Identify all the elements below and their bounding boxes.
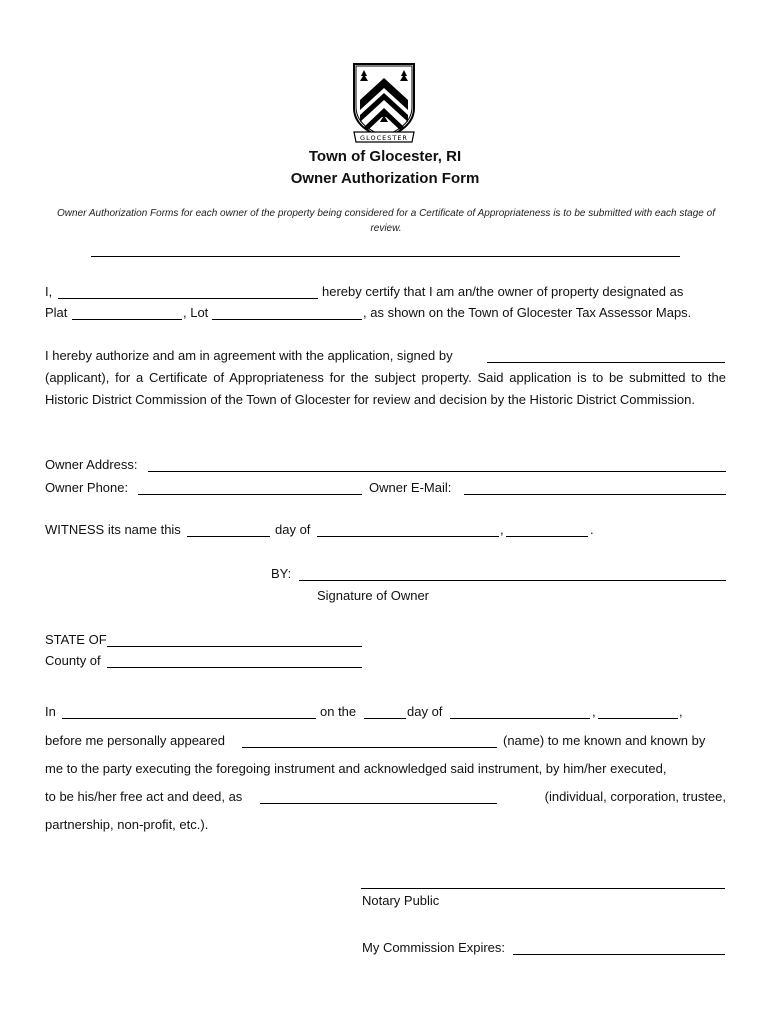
- before-me-label: before me personally appeared: [45, 733, 225, 748]
- in-label: In: [45, 704, 56, 719]
- owner-address-field[interactable]: [148, 471, 726, 472]
- owner-name-field[interactable]: [58, 298, 318, 299]
- by-label: BY:: [271, 566, 292, 581]
- form-note: Owner Authorization Forms for each owner of the property being considered for a Certificate of Appropriateness is to be submitted with each stage of review.: [57, 208, 715, 234]
- plat-field[interactable]: [72, 319, 182, 320]
- commission-expires-field[interactable]: [513, 954, 725, 955]
- plat-label: Plat: [45, 305, 68, 320]
- appeared-name-field[interactable]: [242, 747, 497, 748]
- witness-period: .: [590, 522, 594, 537]
- applicant-signed-by-field[interactable]: [487, 362, 725, 363]
- tax-maps-text: , as shown on the Town of Glocester Tax Assessor Maps.: [363, 305, 692, 320]
- notary-month-field[interactable]: [450, 718, 590, 719]
- commission-expires-label: My Commission Expires:: [362, 940, 506, 955]
- name-known-text: (name) to me known and known by: [503, 733, 706, 748]
- witness-day-of: day of: [275, 522, 311, 537]
- lot-field[interactable]: [212, 319, 362, 320]
- witness-year-field[interactable]: [506, 536, 588, 537]
- owner-email-field[interactable]: [464, 494, 726, 495]
- free-act-text: to be his/her free act and deed, as: [45, 789, 243, 804]
- authorize-paragraph: (applicant), for a Certificate of Appropriateness for the subject property. Said application is to be submitted to the Historic District Commission of the Town of Glocester for review and decision by the Historic District Commission.: [45, 370, 726, 407]
- on-the-label: on the: [320, 704, 357, 719]
- witness-label: WITNESS its name this: [45, 522, 181, 537]
- notary-day-field[interactable]: [364, 718, 406, 719]
- crest-banner-text: GLOCESTER: [360, 134, 408, 142]
- notary-comma-2: ,: [679, 704, 683, 719]
- state-of-label: STATE OF: [45, 632, 107, 647]
- form-title: Owner Authorization Form: [290, 170, 480, 187]
- owner-address-label: Owner Address:: [45, 457, 138, 472]
- lot-label: , Lot: [183, 305, 209, 320]
- town-crest-logo: [350, 60, 418, 144]
- form-title-town: Town of Glocester, RI: [308, 148, 462, 165]
- acknowledged-text: me to the party executing the foregoing instrument and acknowledged said instrument, by him/her executed,: [45, 761, 667, 776]
- i-label: I,: [45, 284, 53, 299]
- state-field[interactable]: [107, 646, 362, 647]
- in-place-field[interactable]: [62, 718, 316, 719]
- authorize-text: I hereby authorize and am in agreement with the application, signed by: [45, 348, 453, 363]
- owner-phone-label: Owner Phone:: [45, 480, 129, 495]
- notary-day-of: day of: [407, 704, 443, 719]
- notary-public-label: Notary Public: [362, 893, 440, 908]
- owner-email-label: Owner E-Mail:: [369, 480, 452, 495]
- witness-month-field[interactable]: [317, 536, 499, 537]
- capacity-options-text: (individual, corporation, trustee,: [544, 789, 726, 804]
- county-of-label: County of: [45, 653, 101, 668]
- notary-signature-field[interactable]: [361, 888, 725, 889]
- owner-phone-field[interactable]: [138, 494, 362, 495]
- witness-day-field[interactable]: [187, 536, 270, 537]
- hereby-certify-text: hereby certify that I am an/the owner of property designated as: [322, 284, 684, 299]
- capacity-field[interactable]: [260, 803, 497, 804]
- signature-caption: Signature of Owner: [317, 588, 430, 603]
- notary-comma-1: ,: [592, 704, 596, 719]
- notary-year-field[interactable]: [598, 718, 678, 719]
- header-divider: [91, 256, 680, 257]
- owner-signature-field[interactable]: [299, 580, 726, 581]
- witness-comma: ,: [500, 522, 504, 537]
- partnership-text: partnership, non-profit, etc.).: [45, 817, 209, 832]
- county-field[interactable]: [107, 667, 362, 668]
